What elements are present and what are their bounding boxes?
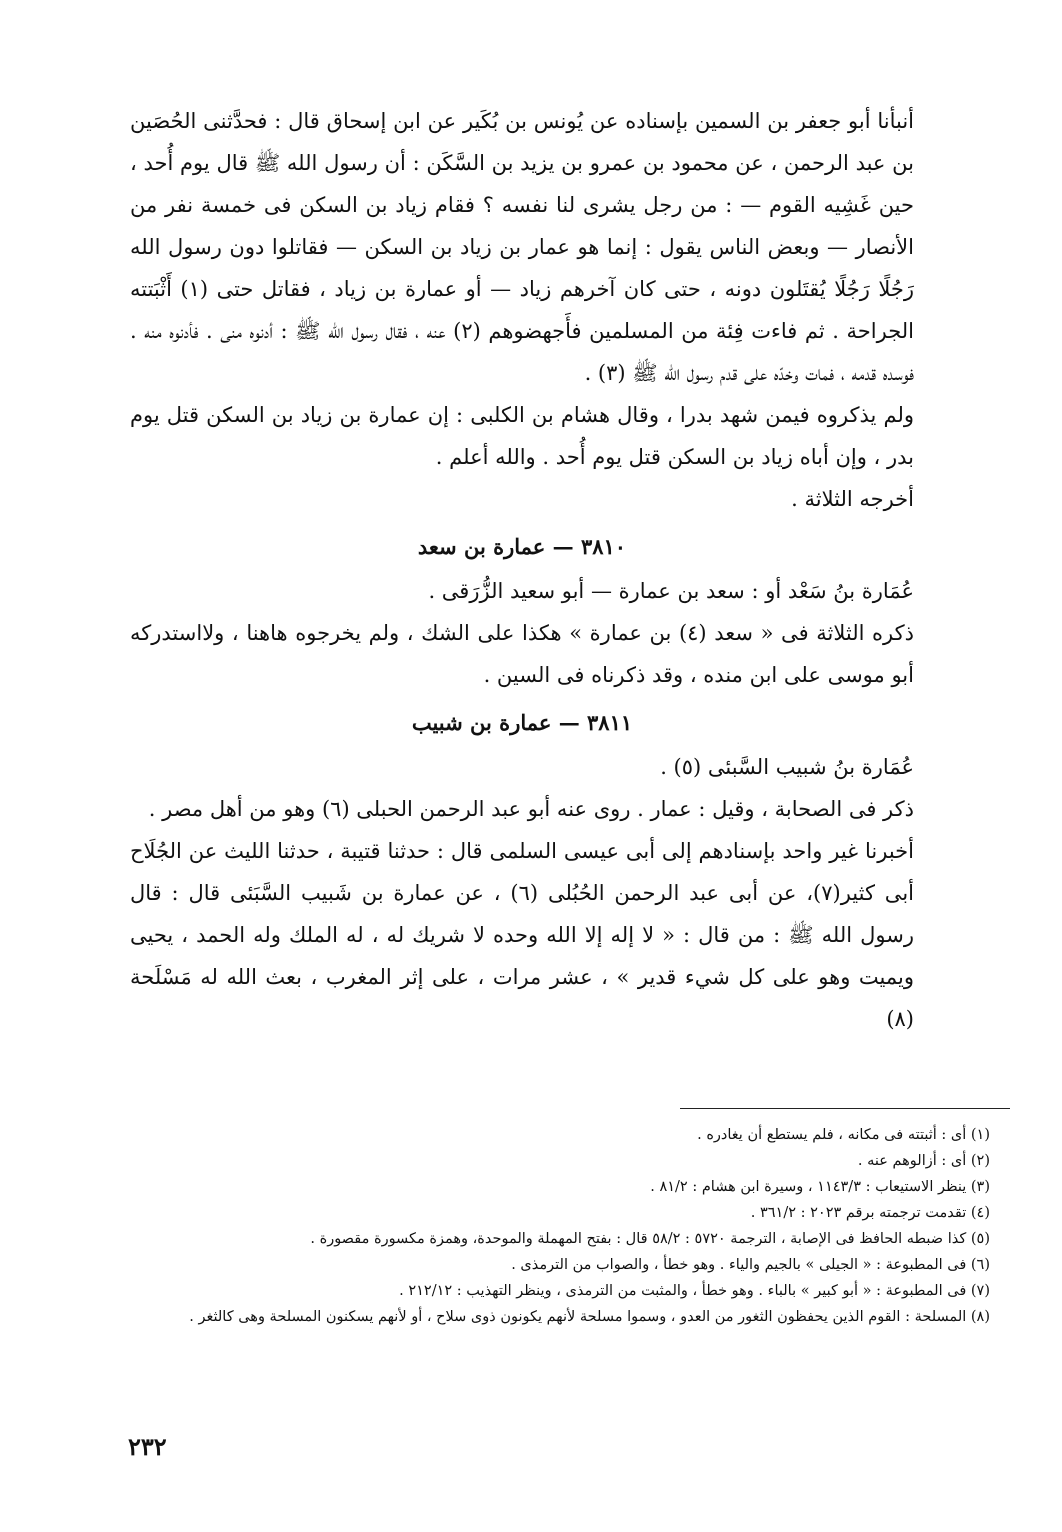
footnote: (٨) المسلحة : القوم الذين يحفظون الثغور من العدو ، وسموا مسلحة لأنهم يكونون ذوى سلاح ، أو لأنهم يسكنون المسلحة وهى كالثغر .: [189, 1309, 990, 1325]
paragraph: أخرجه الثلاثة .: [791, 487, 914, 511]
paragraph: ذكره الثلاثة فى « سعد (٤) بن عمارة » هكذا على الشك ، ولم يخرجوه هاهنا ، ولااستدركه أبو موسى على ابن منده ، وقد ذكرناه فى السين .: [130, 621, 914, 687]
entry-name-line: عُمَارة بنُ سَعْد أو : سعد بن عمارة — أبو سعيد الزُّرَقى .: [428, 579, 914, 603]
footnotes: [150, 1122, 990, 1330]
footnote: (٥) كذا ضبطه الحافظ فى الإصابة ، الترجمة ٥٧٢٠ : ٥٨/٢ قال : بفتح المهملة والموحدة، وهمزة مكسورة مقصورة .: [310, 1231, 990, 1247]
paragraph: أخبرنا غير واحد بإسنادهم إلى أبى عيسى السلمى قال : حدثنا قتيبة ، حدثنا الليث عن الجُلَاح أبى كثير(٧)، عن أبى عبد الرحمن الحُبُلى (٦) ، عن عمارة بن شَبيب السَّبَئى قال : قال رسول الله ﷺ : من قال : « لا إله إلا الله وحده لا شريك له ، له الملك وله الحمد ، يحيى ويميت وهو على كل شيء قدير » ، عشر مرات ، على إثر المغرب ، بعث الله له مَسْلَحة (٨): [130, 839, 914, 1031]
footnote: (٢) أى : أزالوهم عنه .: [857, 1153, 990, 1169]
footnote: (٣) ينظر الاستيعاب : ١١٤٣/٣ ، وسيرة ابن هشام : ٨١/٢ .: [650, 1179, 990, 1195]
entry-name-line: عُمَارة بنُ شبيب السَّبئى (٥) .: [660, 755, 914, 779]
footnote: (٤) تقدمت ترجمته برقم ٢٠٢٣ : ٣٦١/٢ .: [750, 1205, 990, 1221]
paragraph: ولم يذكروه فيمن شهد بدرا ، وقال هشام بن الكلبى : إن عمارة بن زياد بن السكن قتل يوم بدر ، وإن أباه زياد بن السكن قتل يوم أُحد . والله أعلم .: [130, 403, 914, 469]
entry-heading-3811: ٣٨١١ — عمارة بن شبيب: [411, 710, 633, 735]
footnote: (١) أى : أثبتته فى مكانه ، فلم يستطع أن يغادره .: [697, 1127, 990, 1143]
footnote: (٧) فى المطبوعة : « أبو كبير » بالباء . وهو خطأ ، والمثبت من الترمذى ، وينظر التهذيب : ٢١٢/١٢ .: [399, 1283, 990, 1299]
paragraph: أنبأنا أبو جعفر بن السمين بإسناده عن يُونس بن بُكَير عن ابن إسحاق قال : فحدَّثنى الحُصَين بن عبد الرحمن ، عن محمود بن عمرو بن يزيد بن السَّكَن : أن رسول الله ﷺ قال يوم أُحد ، حين غَشِيه القوم — : من رجل يشرى لنا نفسه ؟ فقام زياد بن السكن فى خمسة نفر من الأنصار — وبعض الناس يقول : إنما هو عمار بن زياد بن السكن — فقاتلوا دون رسول الله رَجُلًا رَجُلًا يُقتَلون دونه ، حتى كان آخرهم زياد — أو عمارة بن زياد ، فقاتل حتى (١) أَثْبَتته الجراحة . ثم فاءت فِئة من المسلمين فأَجهضوهم (٢) عنه ، فقال رسول الله ﷺ : أدنوه منى . فأدنوه منه . فوسده قدمه ، فمات وخدّه على قدم رسول الله ﷺ (٣) .: [130, 109, 914, 385]
paragraph: ذكر فى الصحابة ، وقيل : عمار . روى عنه أبو عبد الرحمن الحبلى (٦) وهو من أهل مصر .: [148, 797, 914, 821]
main-text: [130, 100, 914, 1040]
footnote-separator: [680, 1108, 1010, 1109]
entry-heading-3810: ٣٨١٠ — عمارة بن سعد: [417, 534, 627, 559]
footnote: (٦) فى المطبوعة : « الجيلى » بالجيم والياء . وهو خطأ ، والصواب من الترمذى .: [511, 1257, 990, 1273]
page-number: ٢٣٢: [128, 1432, 167, 1461]
